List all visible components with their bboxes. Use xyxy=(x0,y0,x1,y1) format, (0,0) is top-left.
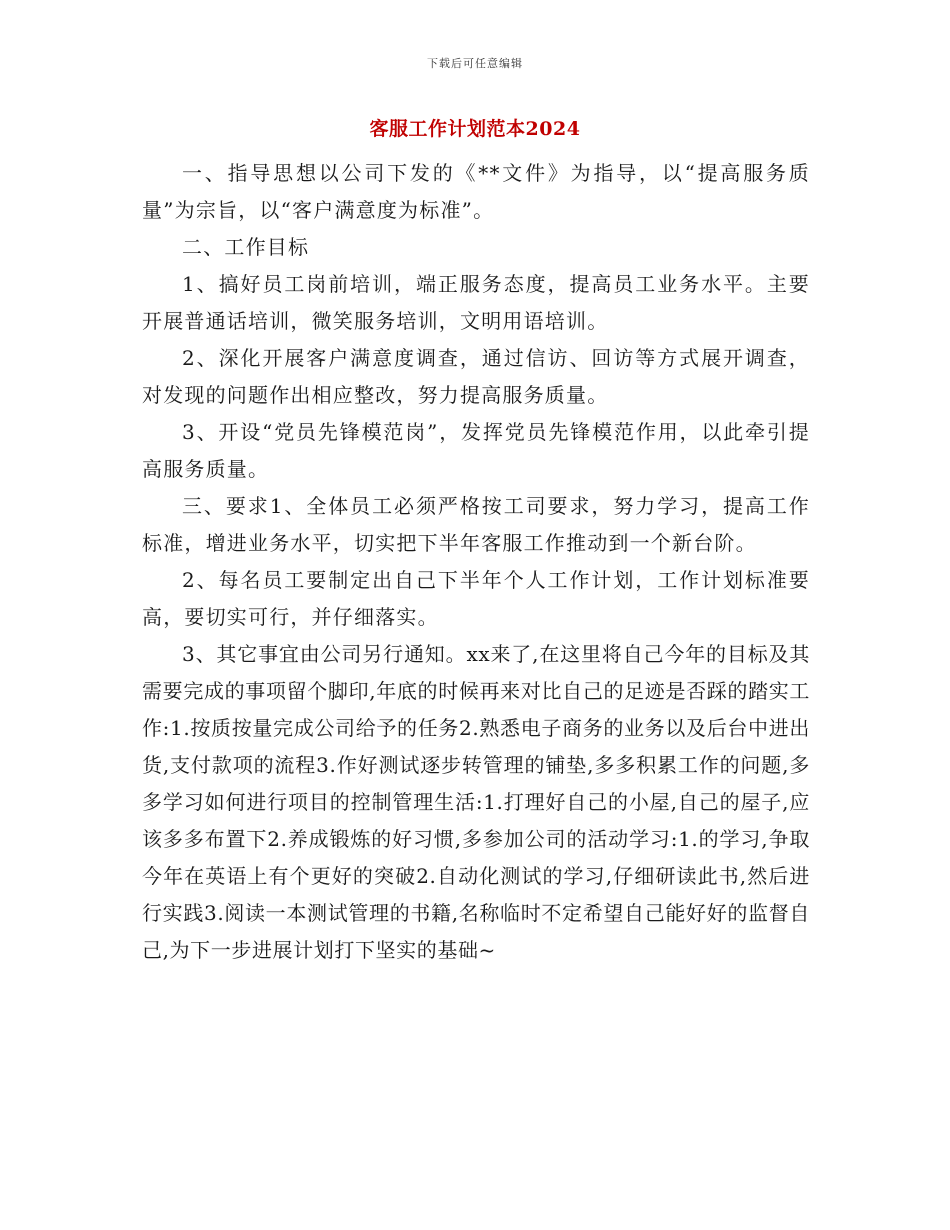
paragraph-requirement-3: 3、其它事宜由公司另行通知。xx来了,在这里将自己今年的目标及其需要完成的事项留个脚印,年底的时候再来对比自己的足迹是否踩的踏实工作:1.按质按量完成公司给予的任务2.熟悉电子商务的业务以及后台中进出货,支付款项的流程3.作好测试逐步转管理的铺垫,多多积累工作的问题,多多学习如何进行项目的控制管理生活:1.打理好自己的小屋,自己的屋子,应该多多布置下2.养成锻炼的好习惯,多参加公司的活动学习:1.的学习,争取今年在英语上有个更好的突破2.自动化测试的学习,仔细研读此书,然后进行实践3.阅读一本测试管理的书籍,名称临时不定希望自己能好好的监督自己,为下一步进展计划打下坚实的基础~ xyxy=(142,642,810,962)
paragraph-goal-3: 3、开设“党员先锋模范岗”，发挥党员先锋模范作用，以此牵引提高服务质量。 xyxy=(142,420,810,481)
paragraph-goal-1: 1、搞好员工岗前培训，端正服务态度，提高员工业务水平。主要开展普通话培训，微笑服务培训，文明用语培训。 xyxy=(142,272,810,333)
paragraph-goal-2: 2、深化开展客户满意度调查，通过信访、回访等方式展开调查，对发现的问题作出相应整改，努力提高服务质量。 xyxy=(142,346,810,407)
document-title: 客服工作计划范本2024 xyxy=(369,118,581,140)
paragraph-guiding-thought: 一、指导思想以公司下发的《**文件》为指导，以“提高服务质量”为宗旨，以“客户满意度为标准”。 xyxy=(142,161,810,222)
header-note: 下载后可任意编辑 xyxy=(427,57,523,70)
document-body xyxy=(142,155,810,969)
paragraph-requirement-1: 三、要求1、全体员工必须严格按工司要求，努力学习，提高工作标准，增进业务水平，切实把下半年客服工作推动到一个新台阶。 xyxy=(142,494,810,555)
paragraph-requirement-2: 2、每名员工要制定出自己下半年个人工作计划，工作计划标准要高，要切实可行，并仔细落实。 xyxy=(142,568,810,629)
paragraph-work-goals-heading: 二、工作目标 xyxy=(182,235,310,259)
